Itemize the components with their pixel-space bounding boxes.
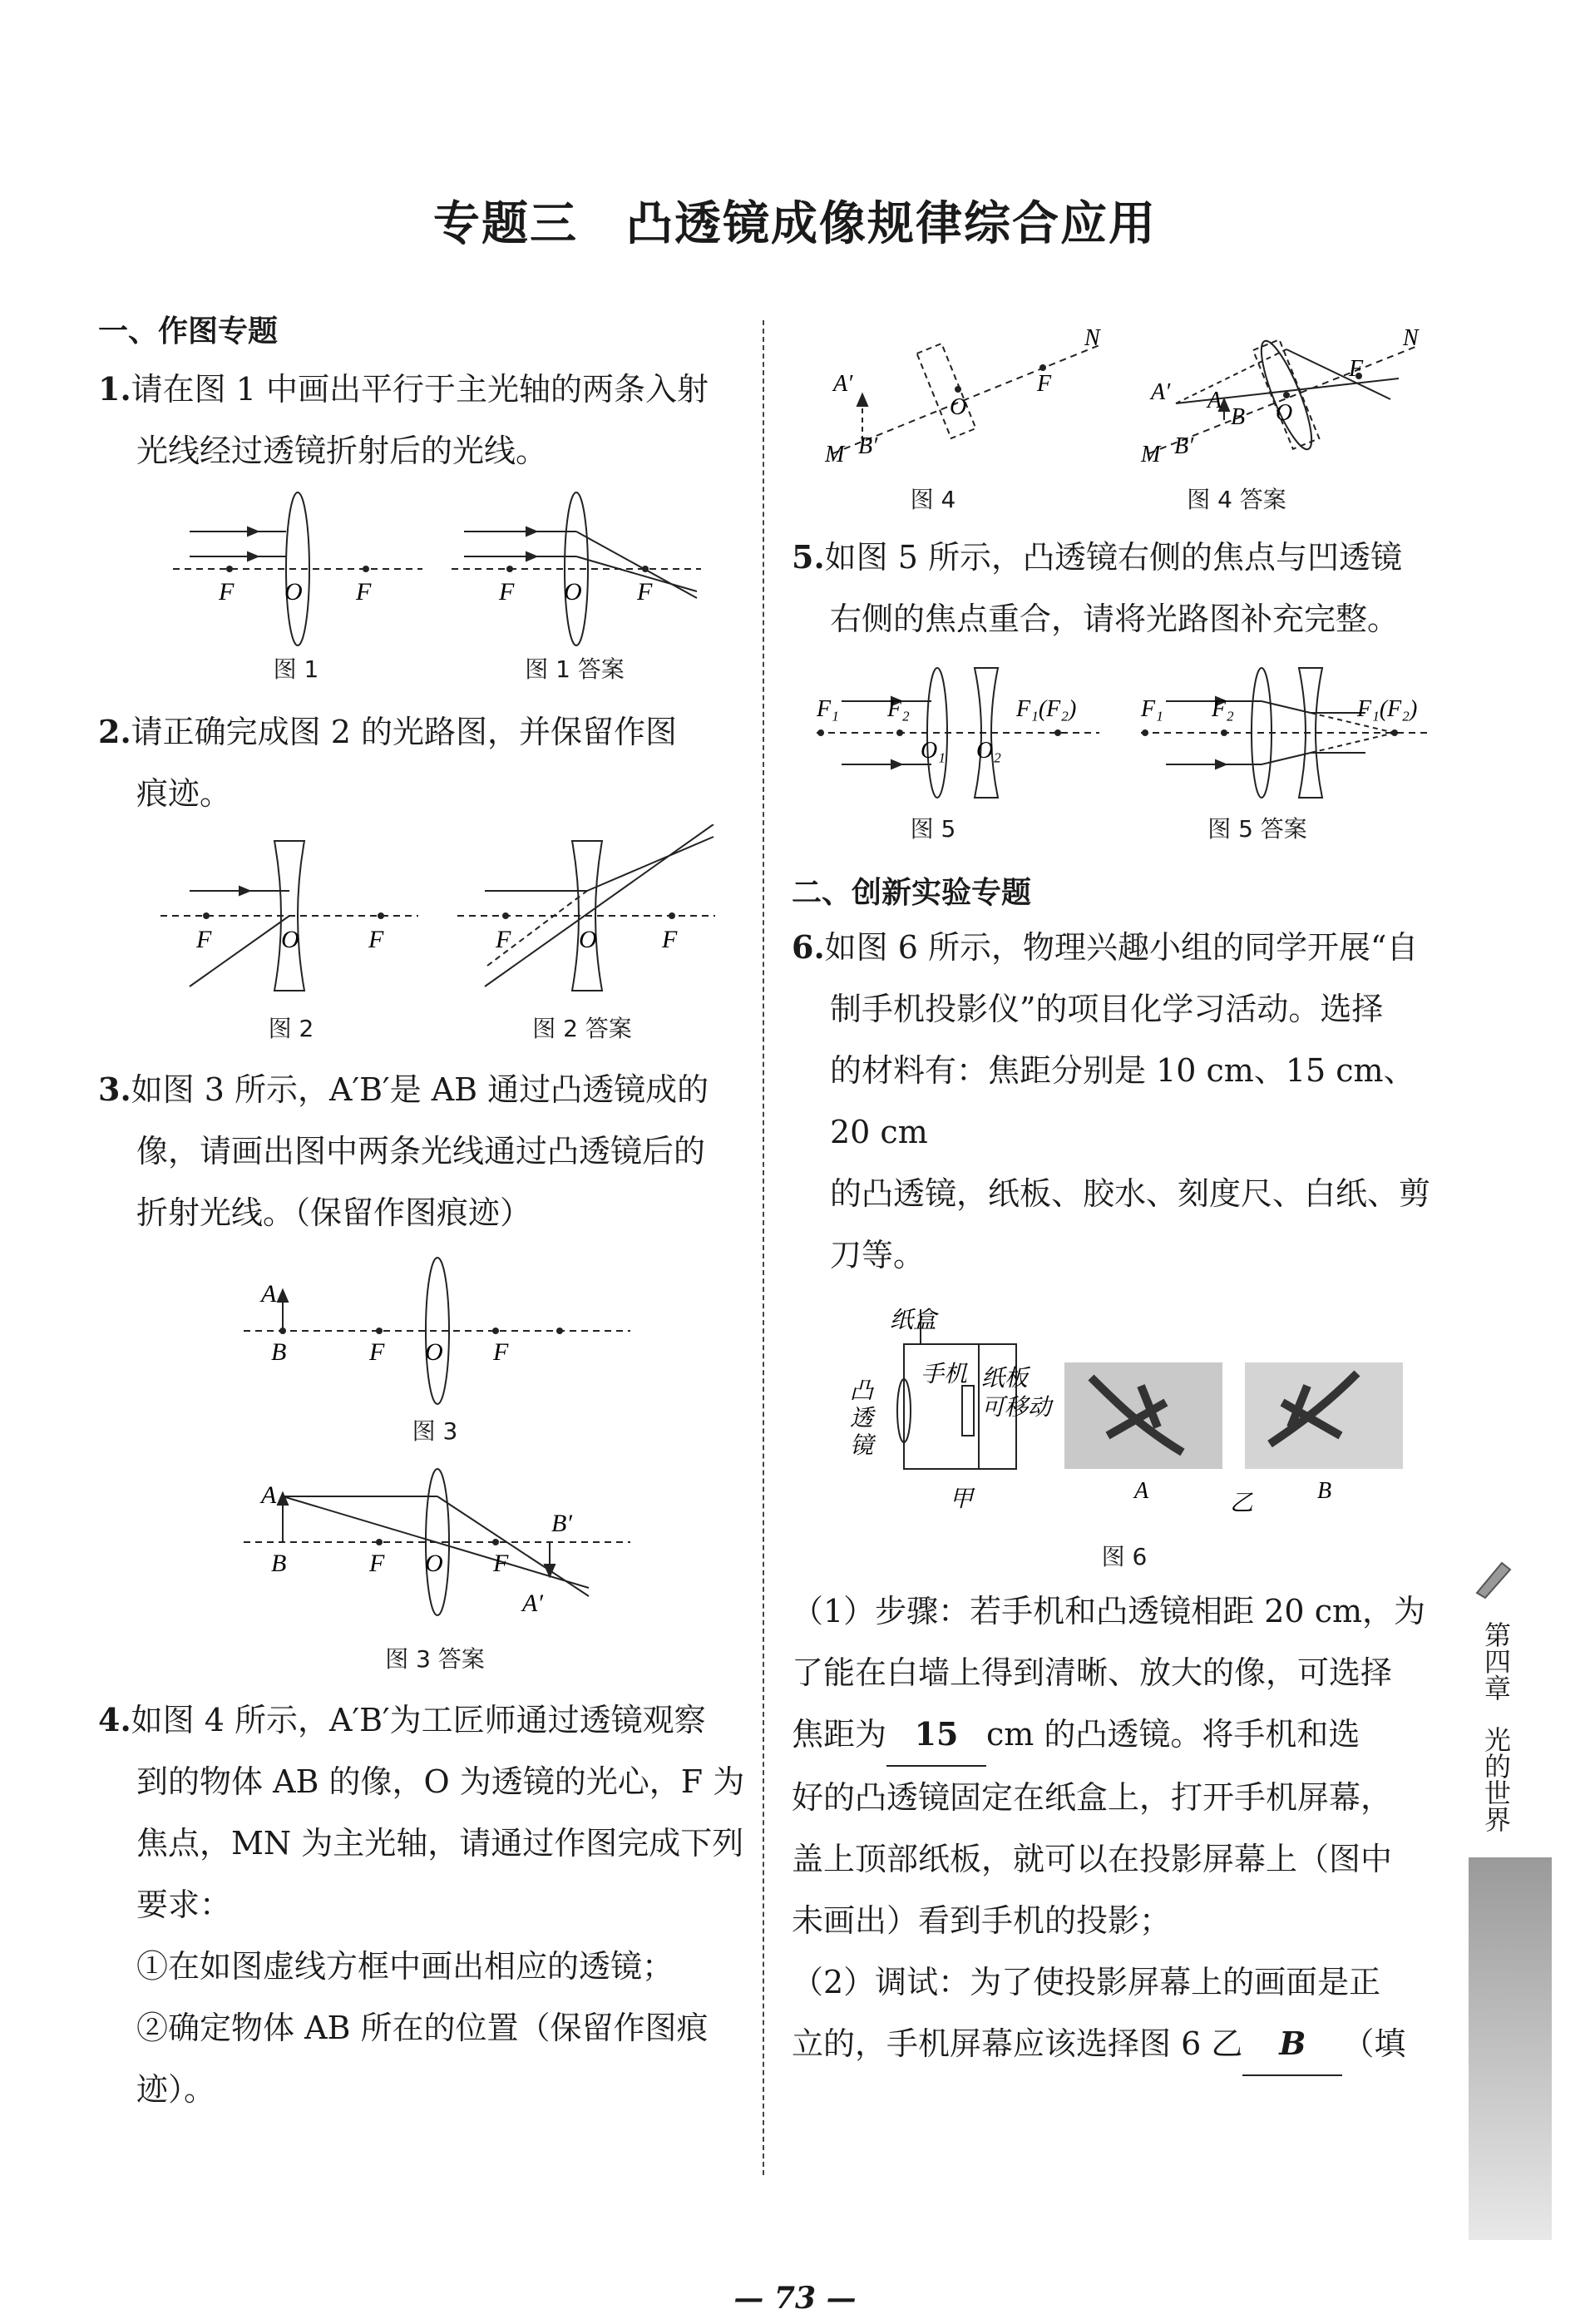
fig6-a: A: [1134, 1478, 1149, 1504]
fig1-caption: 图 1: [273, 655, 319, 683]
q6-text-2: 制手机投影仪”的项目化学习活动。选择: [830, 991, 1384, 1027]
q4-sub-3: 迹）。: [136, 2071, 216, 2108]
column-divider: [763, 320, 764, 2175]
left-column: [98, 308, 747, 2120]
q2-text: 2.请正确完成图 2 的光路图，并保留作图: [98, 713, 678, 750]
q6-step2-2: 立的，手机屏幕应该选择图 6 乙 B （填: [792, 2013, 1440, 2076]
figure-2: [98, 824, 747, 1007]
figure-5: [792, 658, 1440, 808]
q2-text-2: 痕迹。: [136, 775, 232, 812]
q4-text: 4.如图 4 所示，A′B′为工匠师通过透镜观察: [98, 1701, 706, 1738]
q6-step1-3: 焦距为 15 cm 的凸透镜。将手机和选: [792, 1703, 1440, 1767]
q6-step1-5: 盖上顶部纸板，就可以在投影屏幕上（图中: [792, 1841, 1393, 1877]
pen-icon: [1469, 1551, 1518, 1601]
fig1-answer: [452, 492, 701, 645]
q1-text: 1.请在图 1 中画出平行于主光轴的两条入射: [98, 370, 709, 408]
fig1-f-right: F: [356, 578, 372, 606]
fig6-jia: 甲: [950, 1486, 974, 1512]
fig6-movable-label: 可移动: [981, 1395, 1052, 1421]
fig5a-f2: F₂: [1212, 696, 1234, 722]
fig6-caption: 图 6: [1101, 1543, 1148, 1570]
chapter-number: 第四章: [1480, 1621, 1512, 1701]
fig5a-f1: F₁: [1141, 696, 1163, 722]
fig6-lens-3: 镜: [850, 1433, 874, 1459]
fig2-f-left: F: [196, 926, 212, 953]
fig4a-a: A: [1207, 388, 1222, 413]
fig3-o: O: [425, 1338, 443, 1366]
fig3a-f-left: F: [369, 1550, 385, 1577]
fig1a-f-left: F: [499, 578, 515, 606]
fig6-yi: 乙: [1230, 1491, 1254, 1516]
fig3-f-left: F: [369, 1338, 385, 1366]
fig4a-m: M: [1141, 442, 1161, 467]
q6-text-3: 的材料有：焦距分别是 10 cm、15 cm、20 cm: [830, 1052, 1415, 1150]
fig6-board-label: 纸板: [981, 1366, 1029, 1392]
fig3a-b: B: [271, 1550, 287, 1577]
figure-3: [98, 1244, 747, 1410]
q6-step1-1: （1）步骤：若手机和凸透镜相距 20 cm，为: [792, 1593, 1426, 1629]
right-column: [792, 308, 1440, 2076]
fig5-f1: F₁: [817, 696, 839, 722]
q4-sub-2: ②确定物体 AB 所在的位置（保留作图痕: [136, 2010, 709, 2046]
fig2-f-right: F: [368, 926, 384, 953]
fig5-o2: O₂: [976, 738, 1001, 764]
fig1-question: [173, 492, 422, 645]
q5-text: 5.如图 5 所示，凸透镜右侧的焦点与凹透镜: [792, 538, 1403, 576]
fig5-o1: O₁: [921, 738, 946, 764]
fig1a-o: O: [564, 578, 582, 606]
fig4-n: N: [1084, 325, 1100, 351]
figure-4: [792, 308, 1440, 478]
fig4a-n: N: [1403, 325, 1419, 351]
fig3-b: B: [271, 1338, 287, 1366]
chapter-name: 光的世界: [1480, 1726, 1512, 1832]
fig1a-f-right: F: [637, 578, 653, 606]
fig1-f-left: F: [219, 578, 235, 606]
fig4a-ap: A′: [1151, 379, 1171, 405]
q4-sub-1: ①在如图虚线方框中画出相应的透镜；: [136, 1948, 674, 1985]
fig3a-bp: B′: [551, 1510, 572, 1537]
fig5-answer-caption: 图 5 答案: [1207, 815, 1307, 843]
fig4a-b: B: [1231, 404, 1246, 430]
q3-text-2: 像，请画出图中两条光线通过凸透镜后的: [136, 1133, 706, 1169]
fig2-answer-caption: 图 2 答案: [532, 1015, 632, 1042]
fig3a-o: O: [425, 1550, 443, 1577]
figure-3-answer: [98, 1463, 747, 1638]
fig4-answer-caption: 图 4 答案: [1187, 486, 1286, 513]
fig4a-bp: B′: [1174, 433, 1194, 459]
page-title: 专题三 凸透镜成像规律综合应用: [433, 196, 1157, 251]
fig4a-f: F: [1349, 356, 1364, 382]
fig6-lens-2: 透: [850, 1406, 874, 1431]
q6-text-4: 的凸透镜，纸板、胶水、刻度尺、白纸、剪: [830, 1175, 1431, 1212]
q4-text-3: 焦点，MN 为主光轴，请通过作图完成下列: [136, 1825, 744, 1862]
q6-step1-4: 好的凸透镜固定在纸盒上，打开手机屏幕，: [792, 1779, 1393, 1816]
q4-text-2: 到的物体 AB 的像，O 为透镜的光心，F 为: [136, 1763, 745, 1800]
fig4-o: O: [950, 394, 967, 420]
chapter-tab: [1469, 1551, 1558, 2240]
section-heading-1: 一、作图专题: [98, 314, 279, 349]
tab-bar: [1469, 1857, 1552, 2240]
answer-blank-15: 15: [886, 1703, 986, 1767]
fig3a-f-right: F: [493, 1550, 509, 1577]
fig3a-ap: A′: [522, 1590, 543, 1617]
fig1-o: O: [284, 578, 303, 606]
fig3-answer-caption: 图 3 答案: [385, 1645, 485, 1673]
image-b: [1245, 1362, 1403, 1469]
q6-text: 6.如图 6 所示，物理兴趣小组的同学开展“自: [792, 928, 1419, 966]
fig6-b: B: [1317, 1478, 1332, 1504]
q6-text-5: 刀等。: [830, 1237, 926, 1273]
fig5-f2: F₂: [887, 696, 910, 722]
q6-step2-1: （2）调试：为了使投影屏幕上的画面是正: [792, 1964, 1381, 2000]
fig6-lens-1: 凸: [850, 1378, 874, 1404]
fig4-bp: B′: [858, 433, 878, 459]
fig2a-f-left: F: [496, 926, 511, 953]
fig2a-f-right: F: [662, 926, 678, 953]
fig4-m: M: [825, 442, 845, 467]
q3-text: 3.如图 3 所示，A′B′是 AB 通过凸透镜成的: [98, 1071, 709, 1108]
fig5-caption: 图 5: [910, 815, 956, 843]
fig5-f1f2: F₁(F₂): [1016, 696, 1077, 722]
fig5a-f1f2: F₁(F₂): [1357, 696, 1418, 722]
fig6-box-label: 纸盒: [890, 1308, 937, 1333]
fig4a-o: O: [1276, 400, 1293, 426]
q6-step1-2: 了能在白墙上得到清晰、放大的像，可选择: [792, 1654, 1393, 1691]
fig4-caption: 图 4: [910, 486, 956, 513]
section-heading-2: 二、创新实验专题: [792, 876, 1032, 910]
fig3-a: A: [261, 1280, 277, 1308]
fig3a-a: A: [261, 1481, 277, 1509]
fig3-caption: 图 3: [412, 1417, 458, 1445]
q6-step1-6: 未画出）看到手机的投影；: [792, 1902, 1172, 1939]
fig4-ap: A′: [833, 371, 853, 397]
fig6-phone-label: 手机: [921, 1362, 968, 1387]
fig4-f: F: [1037, 371, 1052, 397]
fig2-o: O: [281, 926, 299, 953]
q1-text-2: 光线经过透镜折射后的光线。: [136, 433, 548, 469]
fig3-f-right: F: [493, 1338, 509, 1366]
fig2a-o: O: [579, 926, 597, 953]
fig2-caption: 图 2: [268, 1015, 314, 1042]
q3-text-3: 折射光线。（保留作图痕迹）: [136, 1194, 532, 1231]
answer-blank-b: B: [1242, 2013, 1342, 2076]
q5-text-2: 右侧的焦点重合，请将光路图补充完整。: [830, 601, 1400, 637]
fig1-answer-caption: 图 1 答案: [525, 655, 625, 683]
page-number: — 73 —: [733, 2281, 857, 2316]
figure-1: [98, 482, 747, 656]
figure-6: [792, 1294, 1440, 1519]
q4-text-4: 要求：: [136, 1886, 232, 1923]
